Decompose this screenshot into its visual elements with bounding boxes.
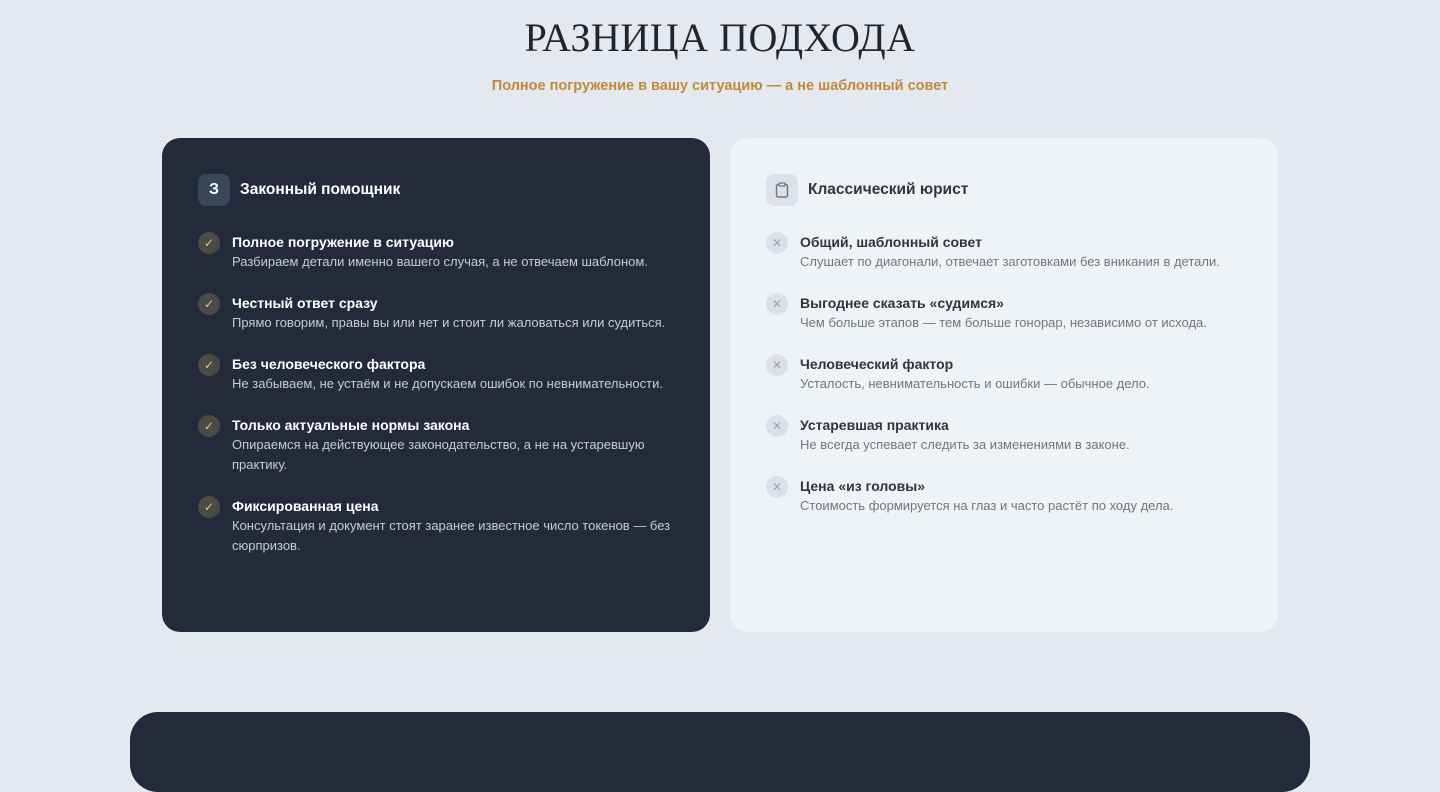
check-icon: ✓ bbox=[198, 354, 220, 376]
check-icon: ✓ bbox=[198, 415, 220, 437]
cross-icon: ✕ bbox=[766, 354, 788, 376]
item-description: Консультация и документ стоят заранее известное число токенов — без сюрпризов. bbox=[232, 518, 671, 553]
list-item bbox=[198, 354, 674, 394]
item-description: Слушает по диагонали, отвечает заготовками без вникания в детали. bbox=[800, 254, 1220, 269]
item-description: Не забываем, не устаём и не допускаем ошибок по невнимательности. bbox=[232, 376, 663, 391]
item-description: Чем больше этапов — тем больше гонорар, независимо от исхода. bbox=[800, 315, 1207, 330]
item-title: Устаревшая практика bbox=[800, 417, 949, 433]
list-item bbox=[766, 476, 1242, 516]
cross-icon: ✕ bbox=[766, 476, 788, 498]
cross-icon: ✕ bbox=[766, 232, 788, 254]
item-description: Усталость, невнимательность и ошибки — обычное дело. bbox=[800, 376, 1150, 391]
assistant-card-header bbox=[198, 174, 400, 206]
item-title: Фиксированная цена bbox=[232, 498, 379, 514]
cross-icon: ✕ bbox=[766, 415, 788, 437]
item-description: Опираемся на действующее законодательство, а не на устаревшую практику. bbox=[232, 437, 645, 472]
item-title: Полное погружение в ситуацию bbox=[232, 234, 454, 250]
cross-icon: ✕ bbox=[766, 293, 788, 315]
page-title: РАЗНИЦА ПОДХОДА bbox=[524, 15, 916, 60]
list-item bbox=[198, 293, 674, 333]
item-description: Стоимость формируется на глаз и часто растёт по ходу дела. bbox=[800, 498, 1174, 513]
list-item bbox=[766, 415, 1242, 455]
clipboard-icon bbox=[766, 174, 798, 206]
assistant-advantages-list bbox=[198, 232, 674, 577]
list-item bbox=[766, 293, 1242, 333]
check-icon: ✓ bbox=[198, 232, 220, 254]
list-item bbox=[198, 496, 674, 556]
lawyer-card-header bbox=[766, 174, 968, 206]
item-title: Человеческий фактор bbox=[800, 356, 954, 372]
page-subtitle: Полное погружение в вашу ситуацию — а не шаблонный совет bbox=[491, 78, 949, 94]
assistant-card bbox=[162, 138, 710, 632]
item-description: Прямо говорим, правы вы или нет и стоит ли жаловаться или судиться. bbox=[232, 315, 666, 330]
list-item bbox=[766, 232, 1242, 272]
item-title: Цена «из головы» bbox=[800, 478, 926, 494]
list-item bbox=[766, 354, 1242, 394]
lawyer-drawbacks-list bbox=[766, 232, 1242, 537]
list-item bbox=[198, 232, 674, 272]
item-title: Только актуальные нормы закона bbox=[232, 417, 470, 433]
item-description: Разбираем детали именно вашего случая, а не отвечаем шаблоном. bbox=[232, 254, 648, 269]
next-section-panel bbox=[130, 712, 1310, 792]
lawyer-card bbox=[730, 138, 1278, 632]
item-title: Без человеческого фактора bbox=[232, 356, 426, 372]
check-icon: ✓ bbox=[198, 293, 220, 315]
lawyer-card-title: Классический юрист bbox=[808, 181, 969, 198]
item-title: Выгоднее сказать «судимся» bbox=[800, 295, 1004, 311]
assistant-card-title: Законный помощник bbox=[240, 181, 401, 198]
list-item bbox=[198, 415, 674, 475]
item-title: Общий, шаблонный совет bbox=[800, 234, 982, 250]
item-description: Не всегда успевает следить за изменениями в законе. bbox=[800, 437, 1130, 452]
assistant-logo-badge: З bbox=[198, 174, 230, 206]
check-icon: ✓ bbox=[198, 496, 220, 518]
item-title: Честный ответ сразу bbox=[232, 295, 378, 311]
